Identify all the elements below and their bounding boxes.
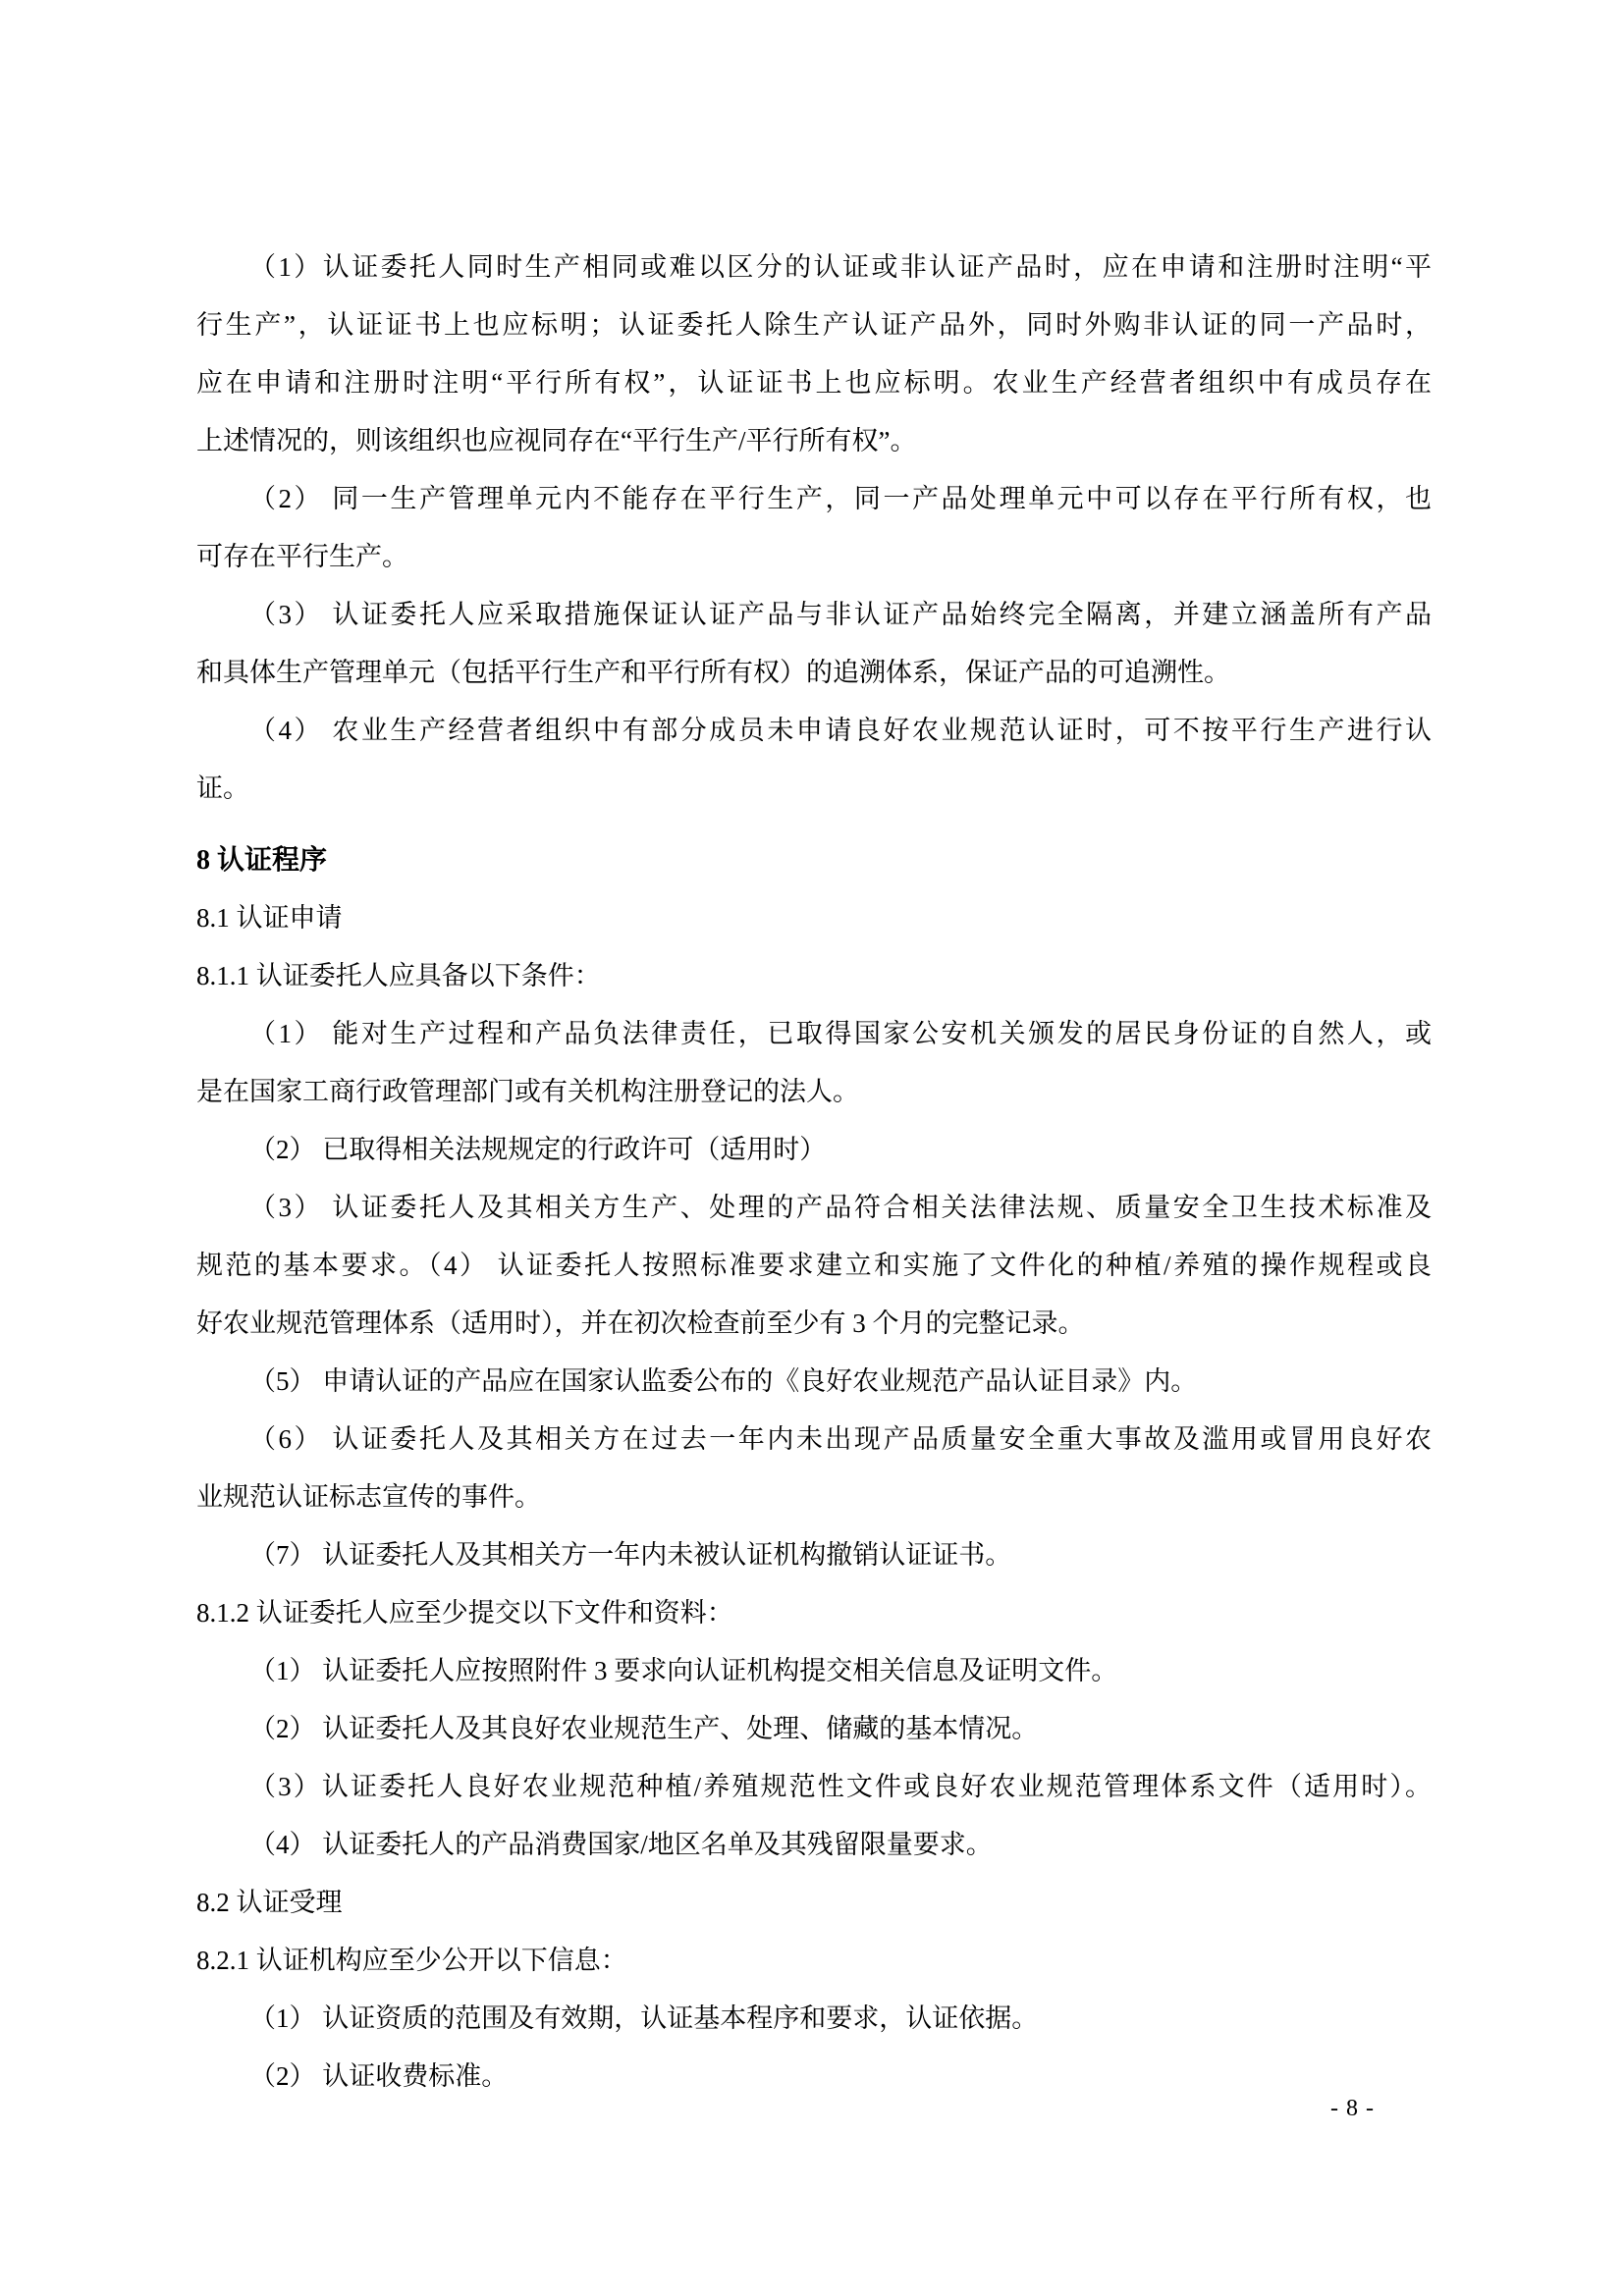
text-line: （1） 认证委托人应按照附件 3 要求向认证机构提交相关信息及证明文件。 [249,1656,1118,1685]
document-content [196,239,1432,2106]
text-line: 规范的基本要求。（4） 认证委托人按照标准要求建立和实施了文件化的种植/养殖的操作规程或良 [196,1251,1432,1280]
text-line: （1）认证委托人同时生产相同或难以区分的认证或非认证产品时，应在申请和注册时注明“平 [249,252,1432,282]
text-line: 8.1.2 认证委托人应至少提交以下文件和资料： [196,1598,733,1628]
text-line: （1） 能对生产过程和产品负法律责任，已取得国家公安机关颁发的居民身份证的自然人，或 [249,1019,1432,1048]
text-line: （6） 认证委托人及其相关方在过去一年内未出现产品质量安全重大事故及滥用或冒用良好农 [249,1424,1432,1454]
section-heading: 8 认证程序 [196,845,328,876]
text-line: （3）认证委托人良好农业规范种植/养殖规范性文件或良好农业规范管理体系文件（适用时）。 [249,1772,1432,1801]
text-line: （4） 农业生产经营者组织中有部分成员未申请良好农业规范认证时，可不按平行生产进行认 [249,716,1432,745]
text-line: （1） 认证资质的范围及有效期，认证基本程序和要求，认证依据。 [249,2003,1039,2033]
page-number: - 8 - [1330,2096,1375,2121]
text-line: （2） 认证委托人及其良好农业规范生产、处理、储藏的基本情况。 [249,1714,1039,1743]
text-line: 业规范认证标志宣传的事件。 [196,1482,541,1512]
text-line: 8.2.1 认证机构应至少公开以下信息： [196,1946,627,1975]
text-line: 8.2 认证受理 [196,1888,343,1917]
text-line: （2） 认证收费标准。 [249,2061,509,2091]
text-line: 8.1.1 认证委托人应具备以下条件： [196,961,601,990]
text-line: 好农业规范管理体系（适用时），并在初次检查前至少有 3 个月的完整记录。 [196,1308,1085,1338]
text-line: 证。 [196,774,249,803]
text-line: 可存在平行生产。 [196,542,408,571]
text-line: （4） 认证委托人的产品消费国家/地区名单及其残留限量要求。 [249,1830,993,1859]
text-line: （2） 已取得相关法规规定的行政许可（适用时） [249,1135,827,1164]
text-line: 和具体生产管理单元（包括平行生产和平行所有权）的追溯体系，保证产品的可追溯性。 [196,658,1230,687]
text-line: （3） 认证委托人应采取措施保证认证产品与非认证产品始终完全隔离，并建立涵盖所有产品 [249,600,1432,629]
text-line: 8.1 认证申请 [196,903,343,933]
text-line: 是在国家工商行政管理部门或有关机构注册登记的法人。 [196,1077,859,1106]
text-line: 上述情况的，则该组织也应视同存在“平行生产/平行所有权”。 [196,426,917,455]
text-line: （7） 认证委托人及其相关方一年内未被认证机构撤销认证证书。 [249,1540,1012,1570]
text-line: （3） 认证委托人及其相关方生产、处理的产品符合相关法律法规、质量安全卫生技术标准及 [249,1193,1432,1222]
text-line: （5） 申请认证的产品应在国家认监委公布的《良好农业规范产品认证目录》内。 [249,1366,1198,1396]
text-line: （2） 同一生产管理单元内不能存在平行生产，同一产品处理单元中可以存在平行所有权，也 [249,484,1432,513]
text-line: 应在申请和注册时注明“平行所有权”，认证证书上也应标明。农业生产经营者组织中有成员存在 [196,368,1432,398]
text-line: 行生产”，认证证书上也应标明；认证委托人除生产认证产品外，同时外购非认证的同一产品时， [196,310,1432,340]
